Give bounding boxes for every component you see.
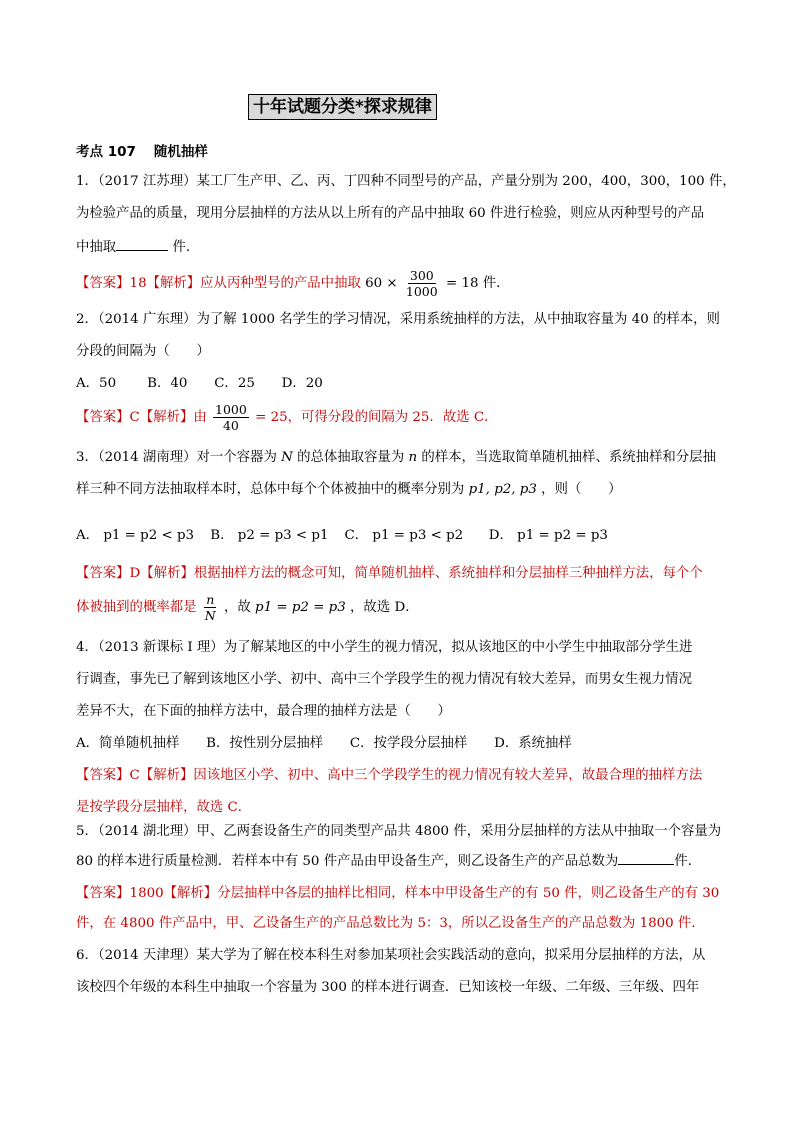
q1-answer bbox=[76, 268, 510, 300]
section-heading bbox=[76, 140, 208, 160]
q3-fraction-numerator: n bbox=[206, 592, 215, 607]
q2-answer-text-post: = 25，可得分段的间隔为 25．故选 C． bbox=[255, 410, 498, 425]
q2-answer-text: 【答案】C【解析】由 bbox=[76, 410, 207, 425]
q3-answer-fraction bbox=[203, 592, 218, 623]
q3-answer-equation: p1 = p2 = p3 bbox=[255, 600, 346, 615]
q3-answer-text-b: ，故 bbox=[223, 600, 251, 615]
q2-answer-fraction bbox=[213, 402, 249, 433]
q3-line-1-b: 的总体抽取容量为 bbox=[297, 450, 405, 465]
page-title: 十年试题分类*探求规律 bbox=[248, 94, 437, 120]
q3-option-d: D． p1 = p2 = p3 bbox=[488, 528, 608, 543]
q3-answer-text: 体被抽到的概率都是 bbox=[76, 600, 197, 615]
q1-line-3 bbox=[76, 236, 199, 258]
q3-fraction-denominator: N bbox=[204, 608, 216, 623]
q4-line-2: 行调查，事先已了解到该地区小学、初中、高中三个学段学生的视力情况有较大差异，而男女生视力情况 bbox=[76, 672, 692, 687]
q3-option-c: C． p1 = p3 < p2 bbox=[344, 528, 464, 543]
q3-answer-line-2 bbox=[76, 590, 419, 626]
q1-answer-blank bbox=[116, 236, 168, 251]
q3-var-N: N bbox=[281, 450, 293, 465]
q1-fraction-denominator: 1000 bbox=[405, 284, 438, 299]
q3-line-1-c: 的样本，当选取简单随机抽样、系统抽样和分层抽 bbox=[421, 450, 716, 465]
q3-options bbox=[76, 526, 608, 546]
q1-answer-expr-pre: 60 × bbox=[365, 276, 398, 291]
q5-line-1: 5．（2014 湖北理）甲、乙两套设备生产的同类型产品共 4800 件，采用分层抽样的方法从中抽取一个容量为 bbox=[76, 824, 722, 839]
q2-options: A．50 B．40 C．25 D．20 bbox=[76, 376, 323, 391]
q3-answer-text-d: ，故选 D． bbox=[350, 600, 419, 615]
q3-option-b: B． p2 = p3 < p1 bbox=[210, 528, 329, 543]
q5-answer-line-2: 件，在 4800 件产品中，甲、乙设备生产的产品总数比为 5：3，所以乙设备生产的产品总数为 1800 件． bbox=[76, 916, 705, 931]
q1-line-2: 为检验产品的质量，现用分层抽样的方法从以上所有的产品中抽取 60 件进行检验，则应从丙种型号的产品 bbox=[76, 206, 705, 221]
q3-line-2-a: 样三种不同方法抽取样本时，总体中每个个体被抽中的概率分别为 bbox=[76, 482, 465, 497]
q5-line-2 bbox=[76, 850, 701, 872]
q5-answer-line-1: 【答案】1800【解析】分层抽样中各层的抽样比相同，样本中甲设备生产的有 50 件，则乙设备生产的有 30 bbox=[76, 886, 720, 901]
q3-line-1 bbox=[76, 448, 716, 468]
q3-line-1-a: 3．（2014 湖南理）对一个容器为 bbox=[76, 450, 277, 465]
q6-line-1: 6．（2014 天津理）某大学为了解在校本科生对参加某项社会实践活动的意向，拟采用分层抽样的方法，从 bbox=[76, 948, 706, 963]
q6-line-2: 该校四个年级的本科生中抽取一个容量为 300 的样本进行调查．已知该校一年级、二年级、三年级、四年 bbox=[76, 980, 700, 995]
section-number: 考点 107 bbox=[76, 144, 136, 160]
q1-fraction-numerator: 300 bbox=[409, 268, 434, 283]
q1-answer-fraction bbox=[404, 268, 440, 299]
q5-answer-blank bbox=[618, 850, 674, 865]
q3-line-2 bbox=[76, 480, 622, 500]
q3-line-2-c: ，则（ ） bbox=[541, 482, 622, 497]
q4-line-3: 差异不大，在下面的抽样方法中，最合理的抽样方法是（ ） bbox=[76, 704, 451, 719]
q3-option-a: A． p1 = p2 < p3 bbox=[76, 528, 195, 543]
q4-answer-line-1: 【答案】C【解析】因该地区小学、初中、高中三个学段学生的视力情况有较大差异，故最合理的抽样方法 bbox=[76, 768, 703, 783]
q1-answer-expr-post: = 18 件． bbox=[445, 276, 510, 291]
q5-line-2-end: 件． bbox=[674, 854, 702, 869]
q5-line-2-text: 80 的样本进行质量检测．若样本中有 50 件产品由甲设备生产，则乙设备生产的产品总数为 bbox=[76, 854, 619, 869]
section-name: 随机抽样 bbox=[153, 144, 208, 160]
q2-fraction-numerator: 1000 bbox=[215, 402, 247, 417]
q2-fraction-denominator: 40 bbox=[222, 418, 239, 433]
q2-answer bbox=[76, 400, 498, 436]
q3-probabilities: p1, p2, p3 bbox=[468, 482, 537, 497]
q1-line-1: 1．（2017 江苏理）某工厂生产甲、乙、丙、丁四种不同型号的产品，产量分别为 200，400，300，100 件， bbox=[76, 174, 736, 189]
q4-options: A．简单随机抽样 B．按性别分层抽样 C．按学段分层抽样 D．系统抽样 bbox=[76, 736, 572, 751]
q1-line-3-text: 中抽取 bbox=[76, 240, 117, 255]
q4-answer-line-2: 是按学段分层抽样，故选 C． bbox=[76, 800, 252, 815]
q3-answer-line-1: 【答案】D【解析】根据抽样方法的概念可知，简单随机抽样、系统抽样和分层抽样三种抽样方法，每个个 bbox=[76, 566, 703, 581]
q2-line-1: 2．（2014 广东理）为了解 1000 名学生的学习情况，采用系统抽样的方法，从中抽取容量为 40 的样本，则 bbox=[76, 312, 720, 327]
q2-line-2: 分段的间隔为（ ） bbox=[76, 344, 210, 359]
q1-line-3-end: 件． bbox=[172, 240, 200, 255]
q1-answer-text: 【答案】18【解析】应从丙种型号的产品中抽取 bbox=[76, 276, 361, 291]
q3-var-n: n bbox=[408, 450, 418, 465]
q4-line-1: 4．（2013 新课标 I 理）为了解某地区的中小学生的视力情况，拟从该地区的中小学生中抽取部分学生进 bbox=[76, 640, 693, 655]
